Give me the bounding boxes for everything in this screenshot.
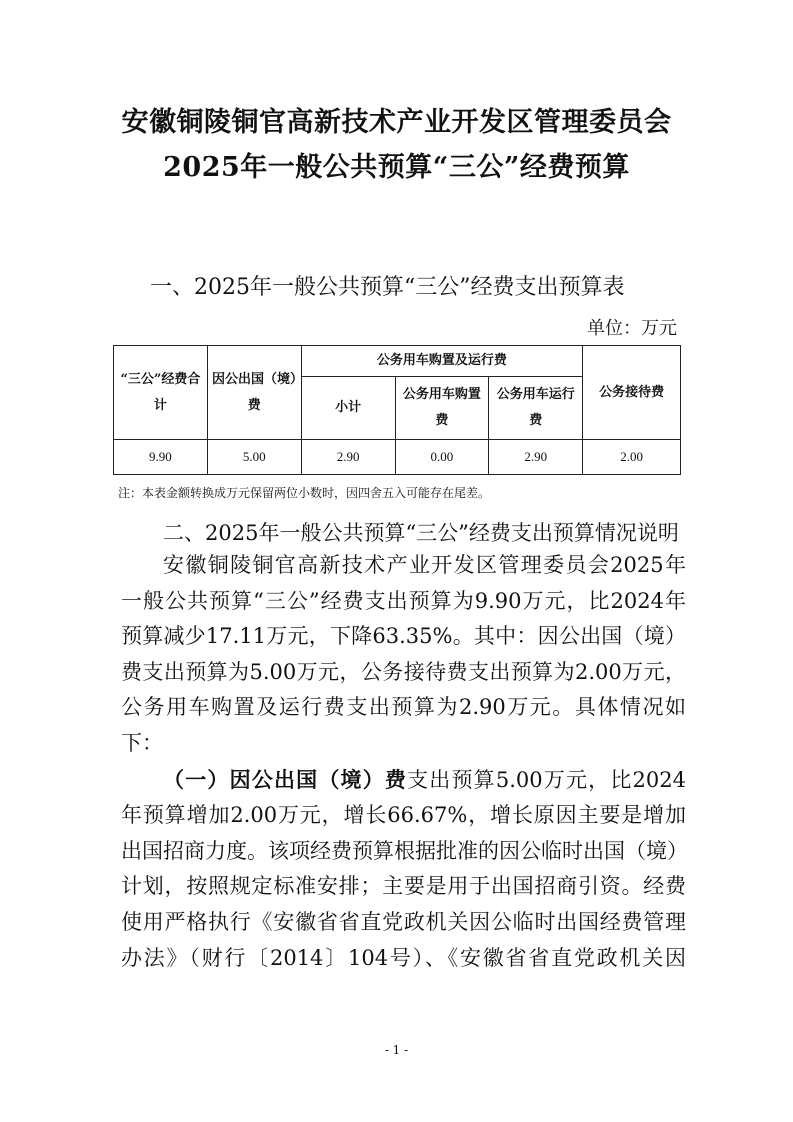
header-total: “三公”经费合计 — [114, 346, 208, 440]
paragraph-line: 一般公共预算“三公”经费支出预算为9.90万元，比2024年 — [121, 588, 686, 613]
document-title-line1: 安徽铜陵铜官高新技术产业开发区管理委员会 — [121, 107, 672, 138]
paragraph-line: 费支出预算为5.00万元，公务接待费支出预算为2.00万元， — [121, 659, 686, 684]
header-reception: 公务接待费 — [583, 346, 681, 440]
value-purchase: 0.00 — [395, 440, 489, 475]
paragraph-line: 计划，按照规定标准安排；主要是用于出国招商引资。经费 — [121, 874, 686, 899]
value-abroad: 5.00 — [207, 440, 301, 475]
header-abroad: 因公出国（境）费 — [207, 346, 301, 440]
header-operation: 公务用车运行费 — [489, 377, 583, 440]
body-text — [121, 548, 686, 976]
budget-table — [113, 345, 681, 475]
value-total: 9.90 — [114, 440, 208, 475]
subsection-text: 支出预算5.00万元，比2024 — [407, 767, 687, 792]
value-reception: 2.00 — [583, 440, 681, 475]
paragraph-line: 预算减少17.11万元，下降63.35%。其中：因公出国（境） — [121, 624, 686, 649]
paragraph-line: 使用严格执行《安徽省省直党政机关因公临时出国经费管理 — [121, 909, 686, 934]
header-vehicle-group: 公务用车购置及运行费 — [301, 346, 582, 377]
paragraph-line — [121, 762, 686, 799]
paragraph-line: 年预算增加2.00万元，增长66.67%，增长原因主要是增加 — [121, 803, 686, 828]
unit-label: 单位：万元 — [587, 318, 677, 339]
table-row — [114, 440, 681, 475]
page-number: - 1 - — [384, 1043, 409, 1057]
document-title-line2: 2025年一般公共预算“三公”经费预算 — [163, 152, 630, 183]
paragraph-line: 安徽铜陵铜官高新技术产业开发区管理委员会2025年 — [163, 553, 686, 577]
section2-heading: 二、2025年一般公共预算“三公”经费支出预算情况说明 — [163, 521, 679, 545]
paragraph-line: 出国招商力度。该项经费预算根据批准的因公临时出国（境） — [121, 838, 688, 863]
value-subtotal: 2.90 — [301, 440, 395, 475]
section1-heading: 一、2025年一般公共预算“三公”经费支出预算表 — [150, 275, 625, 300]
subsection-heading: （一）因公出国（境）费 — [163, 766, 408, 792]
paragraph-line: 公务用车购置及运行费支出预算为2.90万元。具体情况如下： — [121, 695, 686, 755]
table-note: 注：本表金额转换成万元保留两位小数时，因四舍五入可能存在尾差。 — [118, 486, 491, 500]
header-subtotal: 小计 — [301, 377, 395, 440]
header-purchase: 公务用车购置费 — [395, 377, 489, 440]
paragraph-line: 办法》（财行〔2014〕104号）、《安徽省省直党政机关因 — [121, 945, 686, 970]
value-operation: 2.90 — [489, 440, 583, 475]
